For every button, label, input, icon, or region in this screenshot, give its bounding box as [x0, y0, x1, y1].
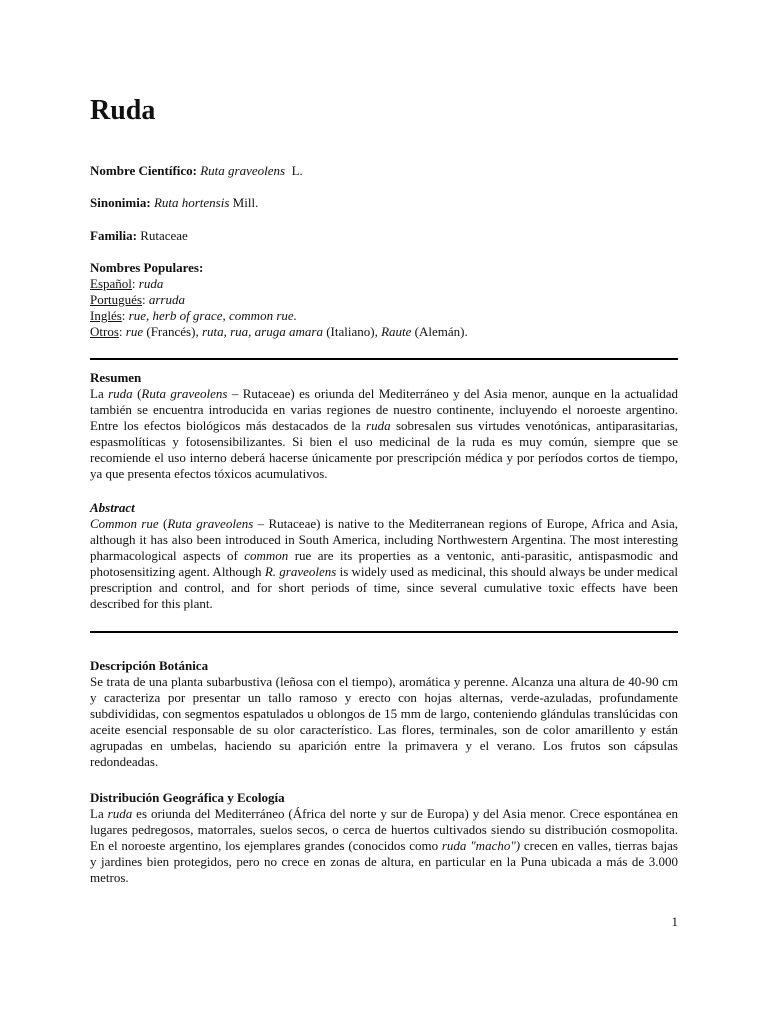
otros-raute: Raute: [381, 324, 412, 339]
scientific-name-label: Nombre Científico:: [90, 163, 197, 178]
ingles-label: Inglés: [90, 308, 122, 323]
otros-italian-names: ruta, rua, aruga amara: [201, 324, 323, 339]
distribucion-section: [90, 790, 678, 886]
popular-name-ingles: Inglés: rue, herb of grace, common rue.: [90, 308, 297, 323]
document-page: [90, 0, 678, 1024]
resumen-text: La ruda (Ruta graveolens – Rutaceae) es oriunda del Mediterráneo y del Asia menor, aunque en la actualidad también se encuentra introducida en varias regiones de nuestro continente, incluyendo el noroeste argentino. Entre los efectos biológicos más destacados de la ruda sobresalen sus virtudes venotónicas, antiparasitarias, espasmolíticas y fotosensibilizantes. Si bien el uso medicinal de la ruda es muy común, siempre que se recomiende el uso interno deberá hacerse únicamente por prescripción médica y por períodos cortos de tiempo, ya que presenta efectos tóxicos acumulativos.: [90, 386, 679, 481]
otros-frances: (Francés),: [146, 324, 202, 339]
resumen-heading: Resumen: [90, 370, 142, 385]
synonymy-author: Mill.: [232, 195, 259, 210]
portugues-value: arruda: [148, 292, 185, 307]
popular-name-espanol: Español: ruda: [90, 276, 164, 291]
divider-top: [90, 358, 678, 360]
divider-bottom: [90, 631, 678, 633]
page-number: 1: [671, 914, 678, 929]
resumen-section: [90, 370, 678, 482]
family-label: Familia:: [90, 228, 137, 243]
family-line: [90, 228, 188, 244]
abstract-text: Common rue (Ruta graveolens – Rutaceae) is native to the Mediterranean regions of Europe, Africa and Asia, although it has also been introduced in South America, including Northwestern Argentina. The most interesting pharmacological aspects of common rue are its properties as a ventonic, anti-parasitic, antispasmodic and photosensitizing agent. Although R. graveolens is widely used as medicinal, this should always be under medical prescription and control, and for short periods of time, since several cumulative toxic effects have been described for this plant.: [90, 516, 679, 611]
synonymy-line: [90, 195, 258, 211]
scientific-name-author: L.: [291, 163, 303, 178]
otros-label: Otros: [90, 324, 119, 339]
otros-italiano: (Italiano),: [322, 324, 382, 339]
popular-name-portugues: Portugués: arruda: [90, 292, 185, 307]
otros-aleman: (Alemán).: [411, 324, 468, 339]
popular-name-otros: Otros: rue (Francés), ruta, rua, aruga amara (Italiano), Raute (Alemán).: [90, 324, 468, 339]
scientific-name-line: [90, 163, 303, 179]
descripcion-text: Se trata de una planta subarbustiva (leñosa con el tiempo), aromática y perenne. Alcanza una altura de 40-90 cm y caracteriza por presentar un tallo ramoso y erecto con hojas alternas, verde-azuladas, profundamente subdivididas, con segmentos espatulados u oblongos de 15 mm de largo, conteniendo glándulas translúcidas con aceite esencial responsable de su olor característico. Las flores, terminales, son de color amarillento y están agrupadas en umbelas, haciendo su aparición entre la primavera y el verano. Los frutos son cápsulas redondeadas.: [90, 674, 678, 769]
espanol-value: ruda: [138, 276, 164, 291]
page-title: Ruda: [90, 95, 156, 126]
espanol-label: Español: [90, 276, 132, 291]
popular-names: [90, 260, 678, 340]
portugues-label: Portugués: [90, 292, 142, 307]
descripcion-section: [90, 658, 678, 770]
family-value: Rutaceae: [140, 228, 188, 243]
synonymy-label: Sinonimia:: [90, 195, 151, 210]
ingles-value: rue, herb of grace, common rue.: [128, 308, 297, 323]
synonymy-value: Ruta hortensis: [153, 195, 230, 210]
abstract-heading: Abstract: [90, 500, 135, 515]
abstract-section: [90, 500, 678, 612]
distribucion-text: La ruda es oriunda del Mediterráneo (África del norte y sur de Europa) y del Asia menor. Crece espontánea en lugares pedregosos, matorrales, suelos secos, o cerca de huertos cultivados siendo su distribución cosmopolita. En el noroeste argentino, los ejemplares grandes (conocidos como ruda "macho") crecen en valles, tierras bajas y jardines bien protegidos, pero no crece en zonas de altura, en particular en la Puna ubicada a más de 3.000 metros.: [90, 806, 678, 885]
scientific-name-value: Ruta graveolens: [200, 163, 286, 178]
popular-names-heading: Nombres Populares:: [90, 260, 204, 275]
distribucion-heading: Distribución Geográfica y Ecología: [90, 790, 285, 805]
otros-rue: rue: [125, 324, 144, 339]
descripcion-heading: Descripción Botánica: [90, 658, 209, 673]
